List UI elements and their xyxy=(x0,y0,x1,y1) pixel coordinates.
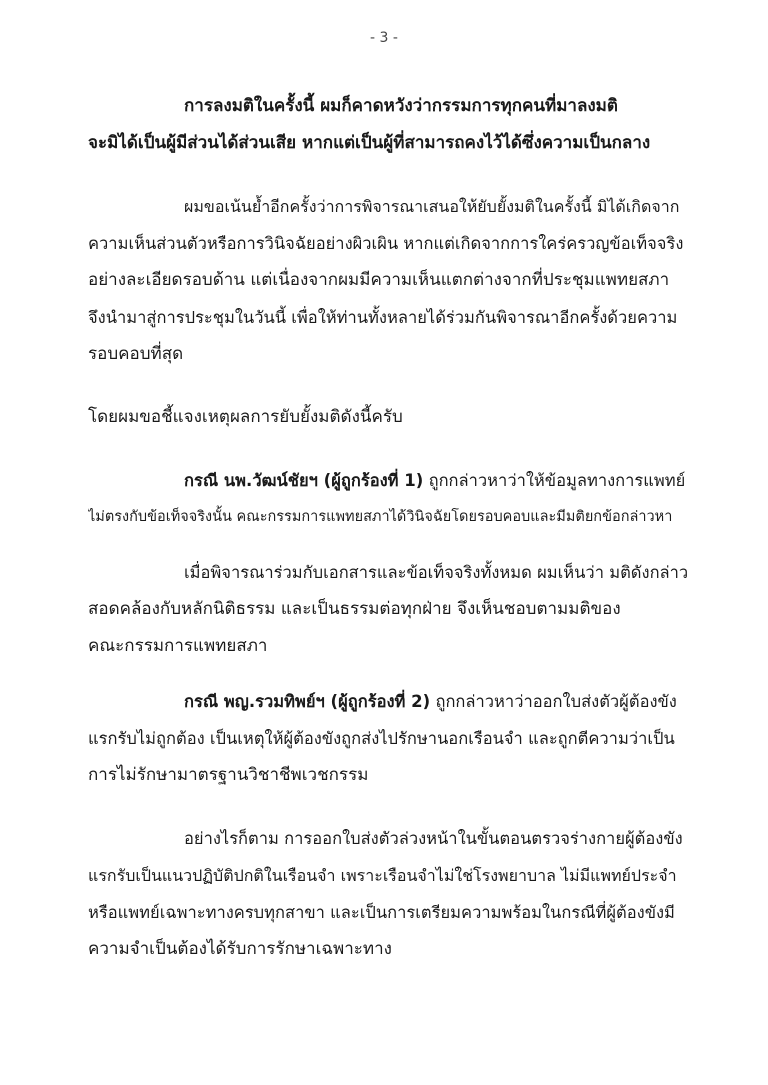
text-line: รอบคอบที่สุด xyxy=(88,344,184,364)
text-line: อย่างไรก็ตาม การออกใบส่งตัวล่วงหน้าในขั้นตอนตรวจร่างกายผู้ต้องขัง xyxy=(184,829,683,848)
text-line: สอดคล้องกับหลักนิติธรรม และเป็นธรรมต่อทุกฝ่าย จึงเห็นชอบตามมติของ xyxy=(88,599,621,619)
paragraph-intro-bold xyxy=(88,88,688,162)
text-line: ความจำเป็นต้องได้รับการรักษาเฉพาะทาง xyxy=(88,939,392,959)
text-line: ไม่ตรงกับข้อเท็จจริงนั้น คณะกรรมการแพทยสภาได้วินิจฉัยโดยรอบคอบและมีมติยกข้อกล่าวหา xyxy=(88,509,673,525)
text-line xyxy=(88,462,688,499)
document-body xyxy=(88,88,688,968)
case-1-first-line: ถูกกล่าวหาว่าให้ข้อมูลทางการแพทย์ xyxy=(423,471,686,490)
text-line: โดยผมขอชี้แจงเหตุผลการยับยั้งมติดังนี้ครับ xyxy=(88,407,403,427)
text-line: ผมขอเน้นย้ำอีกครั้งว่าการพิจารณาเสนอให้ยับยั้งมติในครั้งนี้ มิได้เกิดจาก xyxy=(184,197,680,216)
text-line: จะมิได้เป็นผู้มีส่วนได้ส่วนเสีย หากแต่เป็นผู้ที่สามารถคงไว้ได้ซึ่งความเป็นกลาง xyxy=(88,133,651,153)
text-line: ความเห็นส่วนตัวหรือการวินิจฉัยอย่างผิวเผิน หากแต่เกิดจากการใคร่ครวญข้อเท็จจริง xyxy=(88,234,684,253)
text-line: คณะกรรมการแพทยสภา xyxy=(88,636,268,656)
paragraph-case-2 xyxy=(88,683,688,794)
text-line: จึงนำมาสู่การประชุมในวันนี้ เพื่อให้ท่านทั้งหลายได้ร่วมกันพิจารณาอีกครั้งด้วยความ xyxy=(88,308,678,327)
text-line: แรกรับไม่ถูกต้อง เป็นเหตุให้ผู้ต้องขังถูกส่งไปรักษานอกเรือนจำ และถูกตีความว่าเป็น xyxy=(88,729,675,748)
paragraph-case-1 xyxy=(88,462,688,536)
text-line: เมื่อพิจารณาร่วมกับเอกสารและข้อเท็จจริงทั้งหมด ผมเห็นว่า มติดังกล่าว xyxy=(184,563,688,582)
paragraph-emphasis xyxy=(88,188,688,373)
text-line: การลงมติในครั้งนี้ ผมก็คาดหวังว่ากรรมการทุกคนที่มาลงมติ xyxy=(184,96,618,116)
text-line: แรกรับเป็นแนวปฏิบัติปกติในเรือนจำ เพราะเรือนจำไม่ใช่โรงพยาบาล ไม่มีแพทย์ประจำ xyxy=(88,866,677,885)
case-2-first-line: ถูกกล่าวหาว่าออกใบส่งตัวผู้ต้องขัง xyxy=(430,692,677,711)
page-number: - 3 - xyxy=(370,30,398,46)
paragraph-case-1-opinion xyxy=(88,554,688,665)
case-1-heading: กรณี นพ.วัฒน์ชัยฯ (ผู้ถูกร้องที่ 1) xyxy=(184,471,424,490)
case-2-heading: กรณี พญ.รวมทิพย์ฯ (ผู้ถูกร้องที่ 2) xyxy=(184,692,431,711)
text-line xyxy=(88,683,688,720)
text-line: อย่างละเอียดรอบด้าน แต่เนื่องจากผมมีความเห็นแตกต่างจากที่ประชุมแพทยสภา xyxy=(88,270,670,290)
text-line: การไม่รักษามาตรฐานวิชาชีพเวชกรรม xyxy=(88,765,369,785)
paragraph-explanation-intro xyxy=(88,399,688,436)
text-line: หรือแพทย์เฉพาะทางครบทุกสาขา และเป็นการเตรียมความพร้อมในกรณีที่ผู้ต้องขังมี xyxy=(88,903,675,922)
paragraph-case-2-opinion xyxy=(88,820,688,968)
